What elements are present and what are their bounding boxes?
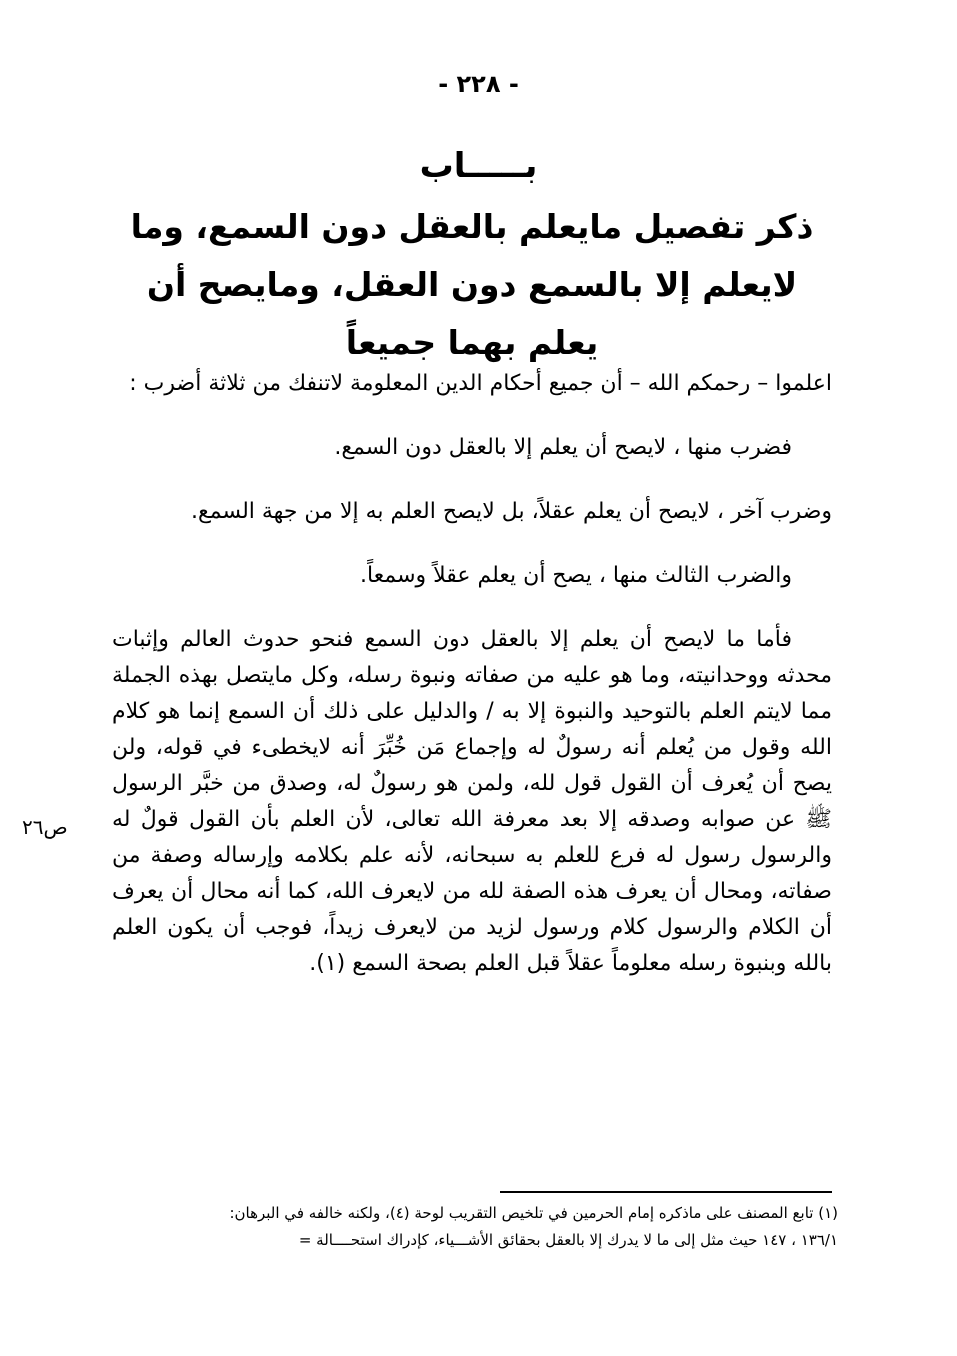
paragraph-explanation: فأما ما لايصح أن يعلم إلا بالعقل دون السمع فنحو حدوث العالم وإثبات محدثه ووحدانيته، وما هو عليه من صفاته ونبوة رسله، وكل مايتصل بهذه الجملة مما لايتم العلم بالتوحيد والنبوة إلا به / والدليل على ذلك أن السمع إنما هو كلام الله وقول من يُعلم أنه رسولٌ له وإجماع مَن خُبِّرَ أنه لايخطىء في قوله، ولن يصح أن يُعرف أن القول قول لله، ولمن هو رسولٌ له، وصدق من خبَّر الرسول ﷺ عن صوابه وصدقه إلا بعد معرفة الله تعالى، لأن العلم بأن القول قولٌ له والرسول رسول له فرع للعلم به سبحانه، لأنه علم بكلامه وإرساله وصفة من صفاته، ومحال أن يعرف هذه الصفة لله من لايعرف الله، كما أنه محال أن يعرف أن الكلام والرسول كلام ورسول لزيد من لايعرف زيداً، فوجب أن يكون العلم بالله وبنبوة رسله معلوماً عقلاً قبل العلم بصحة السمع (١).: [112, 627, 832, 976]
paragraph-third-kind: والضرب الثالث منها ، يصح أن يعلم عقلاً وسمعاً.: [360, 563, 792, 588]
footnote-line: ١٣٦/١ ، ١٤٧ حيث مثل إلى ما لا يدرك إلا بالعقل بحقائق الأشـــياء، كإدراك استحــــالة =: [298, 1231, 838, 1249]
chapter-label: بـــــاب: [419, 146, 538, 186]
margin-page-reference: ص٢٦: [22, 815, 68, 839]
chapter-title: ذكر تفصيل مايعلم بالعقل دون السمع، وما لايعلم إلا بالسمع دون العقل، ومايصح أن يعلم بهما جميعاً: [130, 207, 814, 362]
paragraph-first-kind: فضرب منها ، لايصح أن يعلم إلا بالعقل دون السمع.: [334, 435, 792, 460]
paragraph-second-kind: وضرب آخر ، لايصح أن يعلم عقلاً، بل لايصح العلم به إلا من جهة السمع.: [191, 499, 832, 524]
body-text: [112, 366, 832, 982]
paragraph-intro: اعلموا – رحمكم الله – أن جميع أحكام الدين المعلومة لاتنفك من ثلاثة أضرب :: [129, 371, 832, 396]
footnote-divider: [500, 1191, 832, 1193]
footnote-line: (١) تابع المصنف على ماذكره إمام الحرمين في تلخيص التقريب لوحة (٤)، ولكنه خالفه في البرهان:: [229, 1204, 838, 1222]
footnotes: [112, 1200, 838, 1254]
page-number: - ٢٢٨ -: [438, 70, 519, 98]
